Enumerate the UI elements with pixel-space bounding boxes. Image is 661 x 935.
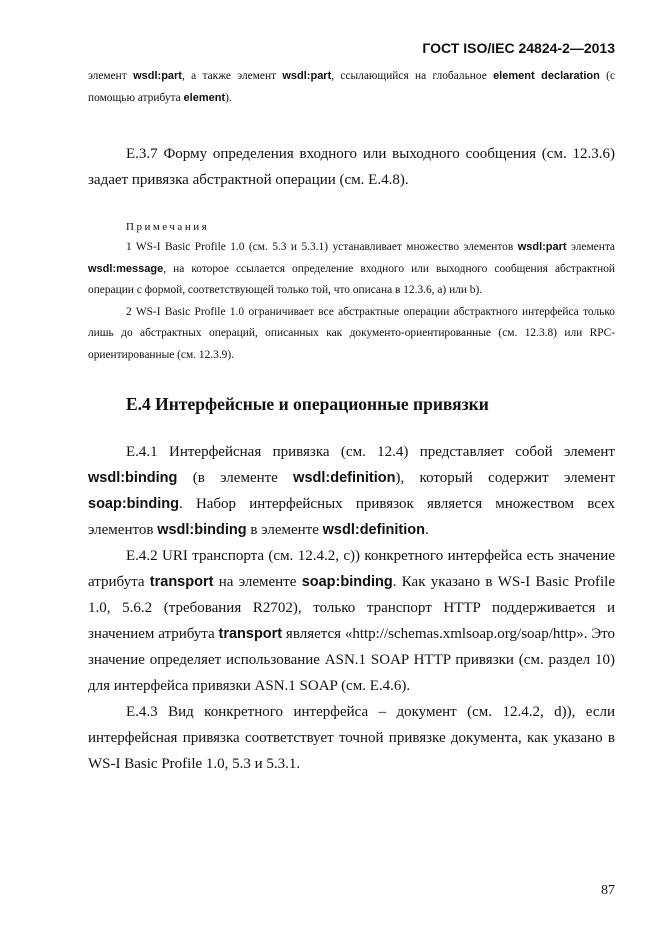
e41-term-3: soap:binding [88, 496, 180, 512]
clause-e42 [88, 543, 615, 699]
e42-text-3: . Как указано в WS-I Basic Profile 1.0, 5.6.2 (требования R2702), только транспорт HTTP поддерживается и значением атрибута [88, 574, 615, 642]
e42-text-4: является «http://schemas.xmlsoap.org/soap/http». Это значение определяет использование ASN.1 SOAP HTTP привязки (см. раздел 10) для интерфейса привязки ASN.1 SOAP (см. Е.4.6). [88, 626, 615, 694]
e42-term-1: transport [149, 574, 214, 590]
note-1-term-1: wsdl:part [517, 241, 567, 253]
e41-text-3: ), который содержит элемент [395, 470, 615, 486]
note-1-text-1: 1 WS-I Basic Profile 1.0 (см. 5.3 и 5.3.1) устанавливает множество элементов [126, 241, 518, 253]
intro-term-1: wsdl:part [133, 70, 182, 82]
intro-text-2: , а также элемент [181, 70, 283, 82]
e41-text-4: . Набор интерфейсных привязок является множеством всех элементов [88, 496, 615, 538]
e42-text-2: на элементе [213, 574, 302, 590]
page-number: 87 [601, 883, 615, 898]
clause-e41 [88, 439, 615, 543]
intro-term-2: wsdl:part [282, 70, 332, 82]
section-title: Е.4 Интерфейсные и операционные привязки [126, 394, 489, 414]
note-1-text-3: , на которое ссылается определение входного или выходного сообщения абстрактной операции с формой, соответствующей только той, что описана в 12.3.6, a) или b). [88, 262, 615, 296]
document-header: ГОСТ ISO/IEC 24824-2—2013 [422, 40, 615, 56]
note-1-term-2: wsdl:message [88, 262, 164, 275]
e41-term-2: wsdl:definition [293, 470, 396, 486]
intro-term-3: element declaration [493, 70, 600, 82]
e42-term-2: soap:binding [301, 574, 393, 590]
intro-text-3: , ссылающийся на глобальное [331, 70, 494, 82]
intro-text-4: (с помощью атрибута [88, 70, 615, 104]
e41-text-5: в элементе [246, 522, 323, 538]
intro-text-5: ). [225, 91, 232, 104]
e41-term-5: wsdl:definition [322, 522, 425, 538]
note-1 [88, 237, 615, 302]
e41-text-6: . [424, 522, 429, 538]
intro-text-1: элемент [88, 70, 134, 82]
page-content [88, 66, 615, 777]
intro-term-4: element [183, 91, 226, 104]
clause-e37: Е.3.7 Форму определения входного или выходного сообщения (см. 12.3.6) задает привязка абстрактной операции (см. Е.4.8). [88, 146, 615, 188]
e42-term-3: transport [218, 626, 283, 642]
e41-text-2: (в элементе [177, 470, 294, 486]
e41-term-4: wsdl:binding [157, 522, 247, 538]
note-1-text-2: элемента [566, 241, 615, 253]
intro-paragraph [88, 66, 615, 109]
note-2: 2 WS-I Basic Profile 1.0 ограничивает все абстрактные операции абстрактного интерфейса только лишь до абстрактных операций, описанных как документо-ориентированные (см. 12.3.8) или RPC-ориентированные (см. 12.3.9). [88, 305, 615, 361]
e41-term-1: wsdl:binding [88, 470, 178, 486]
e41-text-1: Е.4.1 Интерфейсная привязка (см. 12.4) представляет собой элемент [126, 444, 615, 460]
clause-e43: Е.4.3 Вид конкретного интерфейса – документ (см. 12.4.2, d)), если интерфейсная привязка соответствует точной привязке документа, как указано в WS-I Basic Profile 1.0, 5.3 и 5.3.1. [88, 704, 615, 772]
notes-title: Примечания [126, 221, 210, 233]
e42-text-1: Е.4.2 URI транспорта (см. 12.4.2, с)) конкретного интерфейса есть значение атрибута [88, 548, 615, 590]
